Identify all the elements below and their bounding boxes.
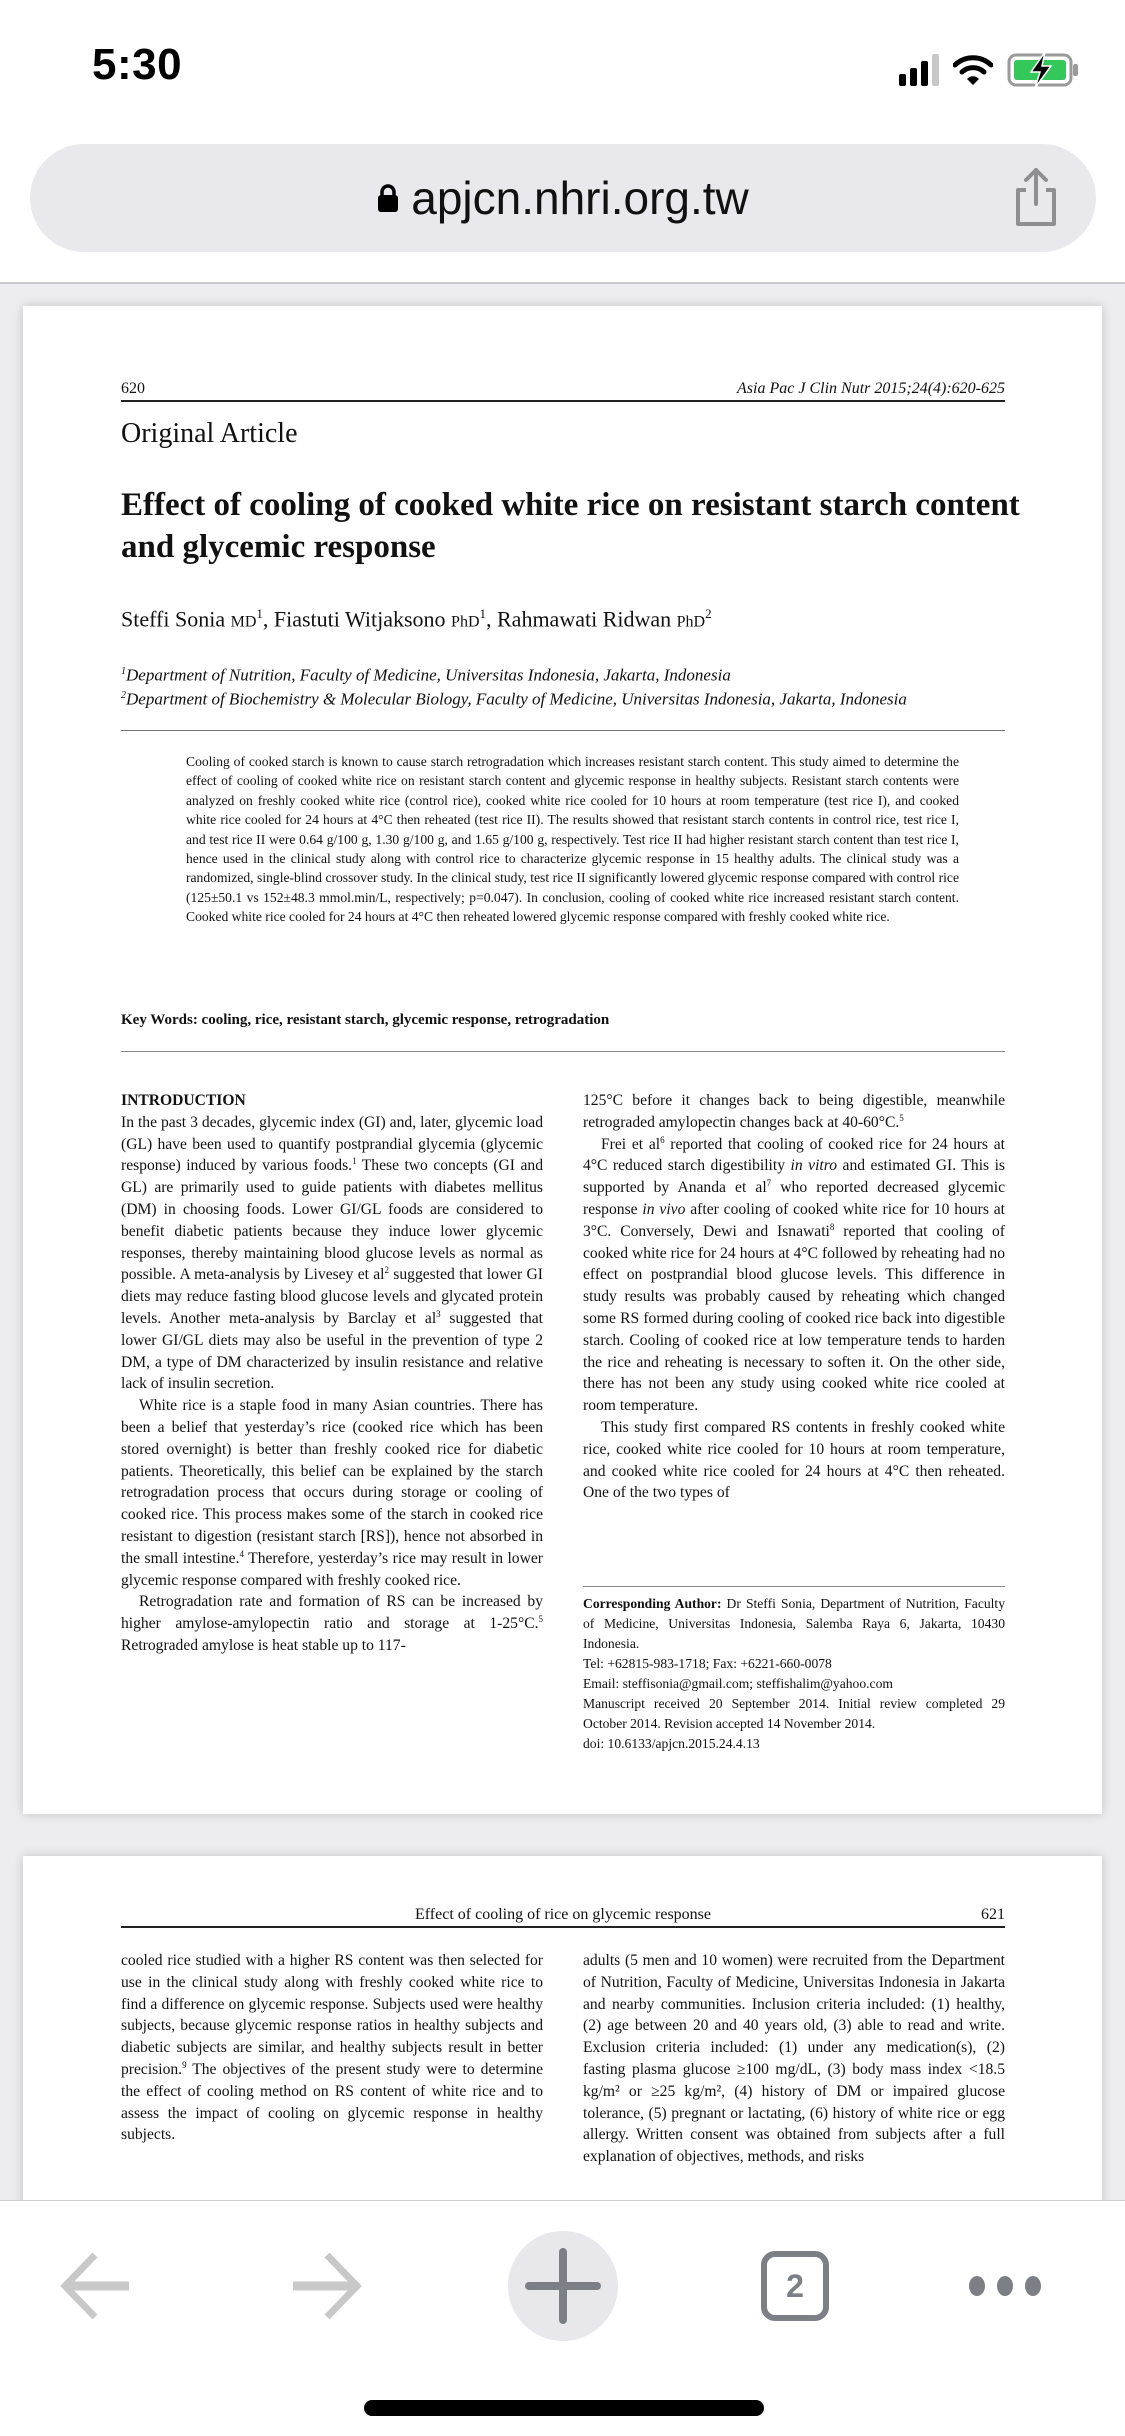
- pdf-page-620: [23, 306, 1102, 1814]
- plus-icon: [525, 2248, 601, 2324]
- paragraph: This study first compared RS contents in freshly cooked white rice, cooked white rice cooled for 10 hours at room temperature, and cooked white rice cooled for 24 hours at 4°C then reheated. One of the two types of: [583, 1418, 1005, 1502]
- article-title: Effect of cooling of cooked white rice on resistant starch content and glycemic response: [121, 487, 1020, 565]
- affiliations: [121, 662, 1005, 709]
- right-column: [583, 1950, 1005, 2168]
- divider: [583, 1586, 1005, 1587]
- paragraph: Frei et $al^6$ reported that cooling of cooked rice for 24 hours at 4°C reduced starch digestibility in vitro and estimated GI. This is supported by Ananda et $al^7$ who reported decreased glycemic response in vivo after cooling of cooked white rice for 10 hours at 3°C. Conversely, Dewi and Isnawati$^8$ reported that cooling of cooked white rice for 24 hours at 4°C followed by reheating had no effect on postprandial blood glucose levels. This difference in study results was probably caused by reheating which changed some RS formed during cooling of cooked rice back into digestible starch. Cooling of cooked rice at low temperature tends to harden the rice and reheating is necessary to soften it. On the other side, there has not been any study using cooked white rice cooled at room temperature.: [583, 1134, 1005, 1415]
- status-icons: [899, 52, 1081, 88]
- keywords: Key Words: cooling, rice, resistant starch, glycemic response, retrogradation: [121, 1012, 610, 1028]
- affiliation-2: $^2$Department of Biochemistry & Molecular Biology, Faculty of Medicine, Universitas Indonesia, Jakarta, Indonesia: [121, 689, 907, 709]
- page-number: 620: [121, 380, 145, 397]
- new-tab-button[interactable]: [508, 2231, 618, 2341]
- abstract: Cooling of cooked starch is known to cause starch retrogradation which increases resistant starch content. This study aimed to determine the effect of cooling of cooked white rice on resistant starch content and glycemic response in healthy subjects. Resistant starch contents were analyzed on freshly cooked white rice (control rice), cooked white rice cooled for 10 hours at room temperature (test rice I), and cooked white rice cooled for 24 hours at 4°C then reheated (test rice II). The results showed that resistant starch contents in control rice, test rice I, and test rice II were 0.64 g/100 g, 1.30 g/100 g, and 1.65 g/100 g, respectively. Test rice II had higher resistant starch content than test rice I, hence used in the clinical study along with control rice to characterize glycemic response in 15 healthy adults. The clinical study was a randomized, single-blind crossover study. In the clinical study, test rice II significantly lowered glycemic response compared with control rice (125±50.1 vs 152±48.3 mmol.min/L, respectively; p=0.047). In conclusion, cooling of cooked white rice increased resistant starch content. Cooked white rice cooled for 24 hours at 4°C then reheated lowered glycemic response compared with freshly cooked white rice.: [186, 754, 959, 925]
- page-number: 621: [981, 1906, 1005, 1923]
- paragraph: 125°C before it changes back to being digestible, meanwhile retrograded amylopectin changes back at 40-60°C.$^5$: [583, 1092, 1005, 1131]
- journal-reference: Asia Pac J Clin Nutr 2015;24(4):620-625: [737, 380, 1005, 397]
- more-icon: [965, 2274, 1045, 2298]
- section-heading-introduction: INTRODUCTION: [121, 1092, 246, 1109]
- battery-charging-icon: [1007, 52, 1081, 88]
- running-header: [121, 374, 1005, 402]
- cellular-signal-icon: [899, 54, 939, 86]
- running-title: Effect of cooling of rice on glycemic response: [414, 1906, 712, 1923]
- affiliation-1: $^1$Department of Nutrition, Faculty of Medicine, Universitas Indonesia, Jakarta, Indonesia: [121, 665, 731, 685]
- author-name: Fiastuti Witjaksono: [273, 606, 446, 632]
- back-arrow-icon: [55, 2251, 135, 2321]
- pdf-page-621: [23, 1856, 1102, 2200]
- address-bar[interactable]: [30, 144, 1096, 252]
- pdf-viewer[interactable]: [0, 282, 1125, 2200]
- left-column: [121, 1950, 543, 2146]
- left-column: [121, 1090, 543, 1657]
- status-bar: [0, 0, 1125, 140]
- more-button[interactable]: [950, 2231, 1060, 2341]
- status-time: 5:30: [92, 40, 183, 89]
- home-indicator[interactable]: [364, 2400, 764, 2416]
- paragraph: cooled rice studied with a higher RS content was then selected for use in the clinical study along with freshly cooked white rice to find a difference on glycemic response. Subjects used were healthy subjects, because glycemic response ratios in healthy subjects and diabetic subjects are similar, and healthy subjects result in better precision.$^9$ The objectives of the present study were to determine the effect of cooling method on RS content of white rice and to assess the impact of cooling on glycemic response in healthy subjects.: [121, 1952, 543, 2144]
- forward-arrow-icon: [287, 2251, 367, 2321]
- running-header: [121, 1900, 1005, 1928]
- paragraph: Retrogradation rate and formation of RS can be increased by higher amylose-amylopectin ratio and storage at 1-25°C.$^5$ Retrograded amylose is heat stable up to 117-: [121, 1593, 543, 1654]
- divider: [121, 730, 1005, 731]
- doi-text: doi: 10.6133/apjcn.2015.24.4.13: [583, 1736, 760, 1751]
- lock-icon: [377, 183, 399, 213]
- article-type: Original Article: [121, 418, 298, 449]
- share-icon[interactable]: [1006, 166, 1066, 230]
- divider: [121, 1051, 1005, 1052]
- paragraph: In the past 3 decades, glycemic index (GI) and, later, glycemic load (GL) have been used to quantify postprandial glycemia (glycemic response) induced by various foods.$^1$ These two concepts (GI and GL) are primarily used to guide patients with diabetes mellitus (DM) in choosing foods. Lower GI/GL foods are considered to benefit diabetic patients because they induce lower glycemic responses, thereby maintaining blood glucose levels as normal as possible. A meta-analysis by Livesey et $al^2$ suggested that lower GI diets may reduce fasting blood glucose levels and glycated protein levels. Another meta-analysis by Barclay et $al^3$ suggested that lower GI/GL diets may also be useful in the prevention of type 2 DM, a type of DM characterized by insulin resistance and relative lack of insulin secretion.: [121, 1113, 543, 1393]
- author-name: Rahmawati Ridwan: [497, 606, 672, 632]
- tabs-button[interactable]: [740, 2231, 850, 2341]
- paragraph: adults (5 men and 10 women) were recruited from the Department of Nutrition, Faculty of Medicine, Universitas Indonesia in Jakarta and nearby communities. Inclusion criteria included: (1) healthy, (2) age between 20 and 40 years old, (3) able to read and write. Exclusion criteria included: (1) under any medication(s), (2) fasting plasma glucose ≥100 mg/dL, (3) body mass index <18.5 kg/m² or ≥25 kg/m², (4) history of DM or impaired glucose tolerance, (5) pregnant or lactating, (6) history of white rice or egg allergy. Written consent was obtained from subjects after a full explanation of objectives, methods, and risks: [583, 1952, 1005, 2166]
- wifi-icon: [953, 54, 993, 86]
- paragraph: White rice is a staple food in many Asian countries. There has been a belief that yesterday’s rice (cooked rice which has been stored overnight) is better than freshly cooked rice for diabetic patients. Theoretically, this belief can be explained by the starch retrogradation process that occurs during storage or cooling of cooked rice. This process makes some of the starch in cooked rice resistant to digestion (resistant starch [RS]), hence not absorbed in the small intestine.$^4$ Therefore, yesterday’s rice may result in lower glycemic response compared with freshly cooked rice.: [121, 1397, 543, 1589]
- corresponding-author-box: Corresponding Author: Dr Steffi Sonia, Department of Nutrition, Faculty of Medicine, Universitas Indonesia, Salemba Raya 6, Jakarta, 10430 Indonesia. Tel: +62815-983-1718; Fax: +6221-660-0078 Email: steffisonia@gmail.com; steffishalim@yahoo.com Manuscript received 20 September 2014. Initial review completed 29 October 2014. Revision accepted 14 November 2014. doi: 10.6133/apjcn.2015.24.4.13: [583, 1594, 1005, 1754]
- email-text: Email: steffisonia@gmail.com; steffishalim@yahoo.com: [583, 1676, 893, 1691]
- author-list: Steffi Sonia $MD^1$, Fiastuti Witjaksono PhD$^1$, Rahmawati Ridwan PhD$^2$: [121, 606, 712, 632]
- url-text[interactable]: apjcn.nhri.org.tw: [411, 172, 749, 224]
- author-name: Steffi Sonia: [121, 606, 226, 632]
- right-column: [583, 1090, 1005, 1504]
- back-button[interactable]: [40, 2231, 150, 2341]
- forward-button[interactable]: [272, 2231, 382, 2341]
- tabs-icon: 2: [761, 2251, 829, 2321]
